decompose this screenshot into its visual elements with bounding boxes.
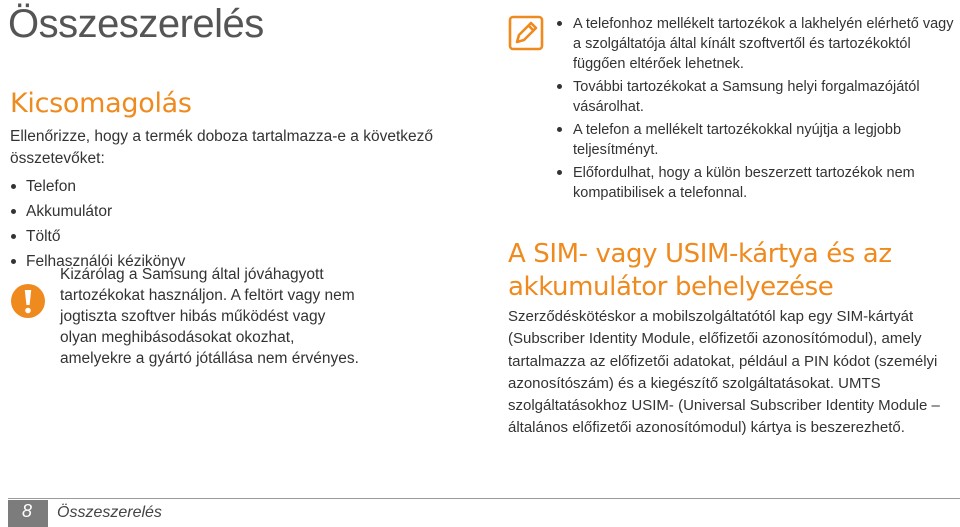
page-title: Összeszerelés xyxy=(8,2,264,46)
intro-text: Ellenőrizze, hogy a termék doboza tartalmazza-e a következő összetevőket: xyxy=(10,128,434,167)
warning-icon xyxy=(9,282,47,320)
note-list xyxy=(556,14,956,206)
list-item: Felhasználói kézikönyv xyxy=(10,249,185,274)
warning-text: Kizárólag a Samsung által jóváhagyott tartozékokat használjon. A feltört vagy nem jogtiszta szoftver hibás működést vagy olyan meghibásodásokat okozhat, amelyekre a gyártó jótállása nem érvényes. xyxy=(60,266,359,367)
note-item: A telefon a mellékelt tartozékokkal nyújtja a legjobb teljesítményt. xyxy=(556,120,956,160)
page-number: 8 xyxy=(22,501,33,521)
package-contents-list xyxy=(10,174,185,274)
sim-paragraph: Szerződéskötéskor a mobilszolgáltatótól kap egy SIM-kártyát (Subscriber Identity Module, előfizetői azonosítómodul), amely tartalmazza az előfizetői adatokat, például a PIN kódot (személyi azonosítószám) és a kiegészítő szolgáltatásokat. UMTS szolgáltatásokhoz USIM- (Universal Subscriber Identity Module – általános előfizetői azonosítómodul) kártya is beszerezhető. xyxy=(508,308,940,437)
note-item: A telefonhoz mellékelt tartozékok a lakhelyén elérhető vagy a szolgáltatója által kínált szoftvertől és tartozékoktól függően eltérőek lehetnek. xyxy=(556,14,956,74)
note-item: További tartozékokat a Samsung helyi forgalmazójától vásárolhat. xyxy=(556,77,956,117)
footer-section-label: Összeszerelés xyxy=(57,504,162,521)
section-heading-unpacking: Kicsomagolás xyxy=(10,88,192,119)
list-item: Telefon xyxy=(10,174,185,199)
list-item: Akkumulátor xyxy=(10,199,185,224)
list-item: Töltő xyxy=(10,224,185,249)
note-icon xyxy=(507,14,545,52)
footer-divider xyxy=(8,498,960,499)
section-heading-sim-battery: A SIM- vagy USIM-kártya és az akkumulátor behelyezése xyxy=(508,239,892,302)
note-item: Előfordulhat, hogy a külön beszerzett tartozékok nem kompatibilisek a telefonnal. xyxy=(556,163,956,203)
